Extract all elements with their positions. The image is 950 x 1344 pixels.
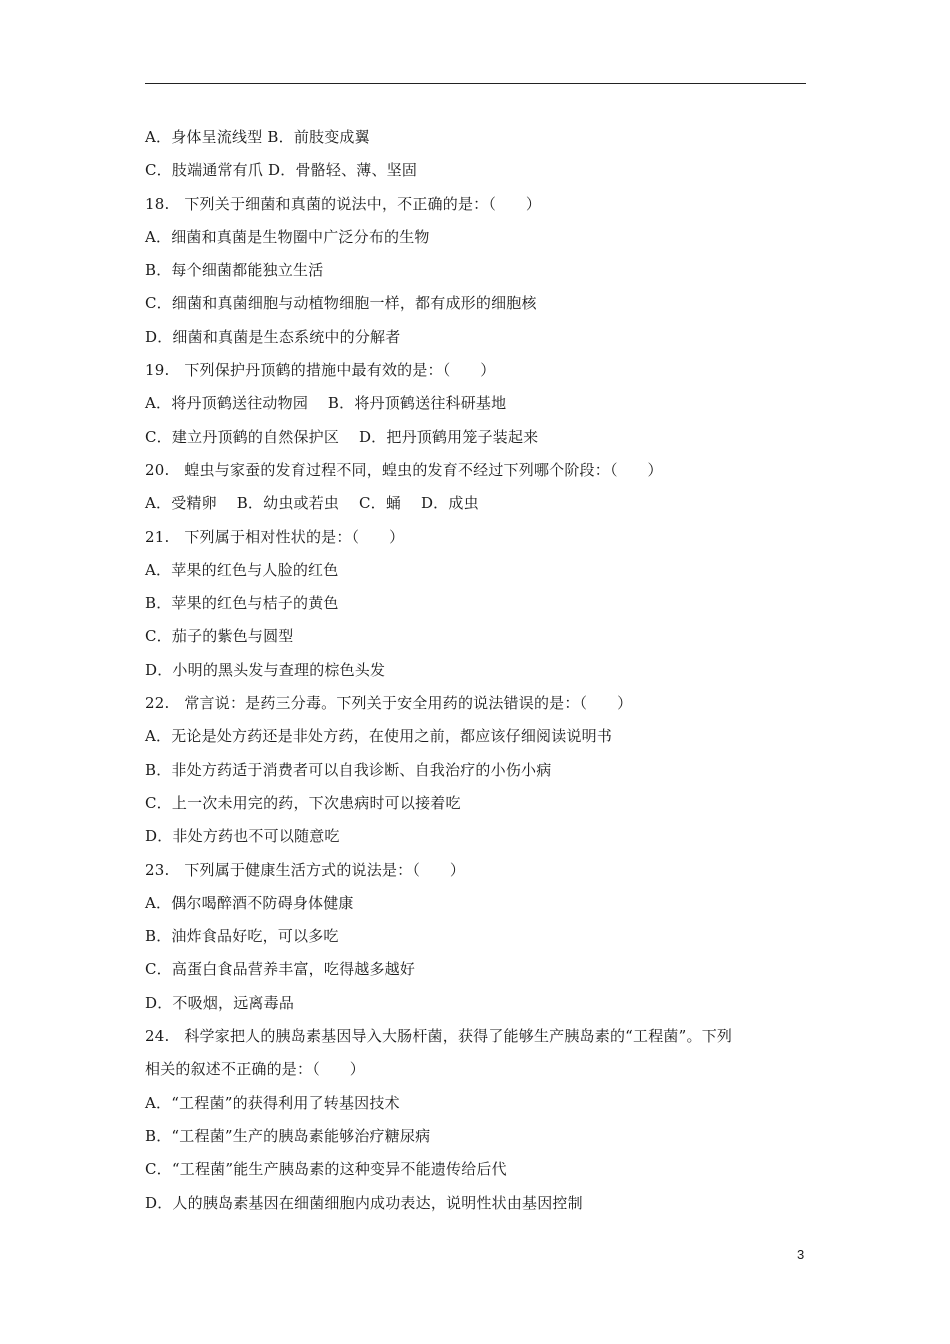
q22-option-c: C．上一次未用完的药，下次患病时可以接着吃	[145, 793, 461, 812]
q23-option-a: A．偶尔喝醉酒不防碍身体健康	[145, 893, 354, 912]
q20-options: A．受精卵 B．幼虫或若虫 C．蛹 D．成虫	[145, 494, 479, 513]
q23-option-d: D．不吸烟，远离毒品	[145, 993, 295, 1012]
q17-option-cd: C．肢端通常有爪 D．骨骼轻、薄、坚固	[145, 161, 418, 180]
q18-option-c: C．细菌和真菌细胞与动植物细胞一样，都有成形的细胞核	[145, 294, 537, 313]
q18-option-a: A．细菌和真菌是生物圈中广泛分布的生物	[145, 227, 430, 246]
q21-option-a: A．苹果的红色与人脸的红色	[145, 560, 339, 579]
q21-option-d: D．小明的黑头发与查理的棕色头发	[145, 660, 386, 679]
question-list	[145, 121, 810, 1220]
q19-option-ab: A．将丹顶鹤送往动物园 B．将丹顶鹤送往科研基地	[145, 394, 507, 413]
q21-stem: 21. 下列属于相对性状的是：（ ）	[145, 527, 405, 546]
page-number: 3	[797, 1247, 805, 1262]
q17-option-ab: A．身体呈流线型 B．前肢变成翼	[145, 128, 370, 146]
q23-stem: 23. 下列属于健康生活方式的说法是：（ ）	[145, 860, 466, 879]
q23-option-b: B．油炸食品好吃，可以多吃	[145, 927, 339, 946]
q20-stem: 20. 蝗虫与家蚕的发育过程不同，蝗虫的发育不经过下列哪个阶段：（ ）	[145, 460, 663, 479]
q18-option-d: D．细菌和真菌是生态系统中的分解者	[145, 327, 401, 346]
q19-stem: 19. 下列保护丹顶鹤的措施中最有效的是：（ ）	[145, 361, 496, 380]
q24-option-b: B．“工程菌”生产的胰岛素能够治疗糖尿病	[145, 1126, 431, 1145]
q23-option-c: C．高蛋白食品营养丰富，吃得越多越好	[145, 960, 416, 979]
q24-option-d: D．人的胰岛素基因在细菌细胞内成功表达，说明性状由基因控制	[145, 1193, 583, 1212]
q21-option-b: B．苹果的红色与桔子的黄色	[145, 594, 339, 613]
q18-stem: 18. 下列关于细菌和真菌的说法中，不正确的是：（ ）	[145, 194, 542, 213]
q18-option-b: B．每个细菌都能独立生活	[145, 261, 324, 280]
q22-option-a: A．无论是处方药还是非处方药，在使用之前，都应该仔细阅读说明书	[145, 727, 613, 746]
q24-stem-line2: 相关的叙述不正确的是：（ ）	[145, 1060, 365, 1079]
q19-option-cd: C．建立丹顶鹤的自然保护区 D．把丹顶鹤用笼子装起来	[145, 427, 539, 446]
q24-stem-line1: 24. 科学家把人的胰岛素基因导入大肠杆菌，获得了能够生产胰岛素的“工程菌”。下列	[145, 1027, 733, 1046]
q24-option-c: C．“工程菌”能生产胰岛素的这种变异不能遗传给后代	[145, 1160, 507, 1179]
q22-option-d: D．非处方药也不可以随意吃	[145, 827, 340, 846]
q24-option-a: A．“工程菌”的获得利用了转基因技术	[145, 1093, 400, 1112]
q22-stem: 22. 常言说：是药三分毒。下列关于安全用药的说法错误的是：（ ）	[145, 694, 633, 713]
header-rule	[145, 83, 806, 84]
q22-option-b: B．非处方药适于消费者可以自我诊断、自我治疗的小伤小病	[145, 760, 552, 779]
q21-option-c: C．茄子的紫色与圆型	[145, 627, 294, 646]
